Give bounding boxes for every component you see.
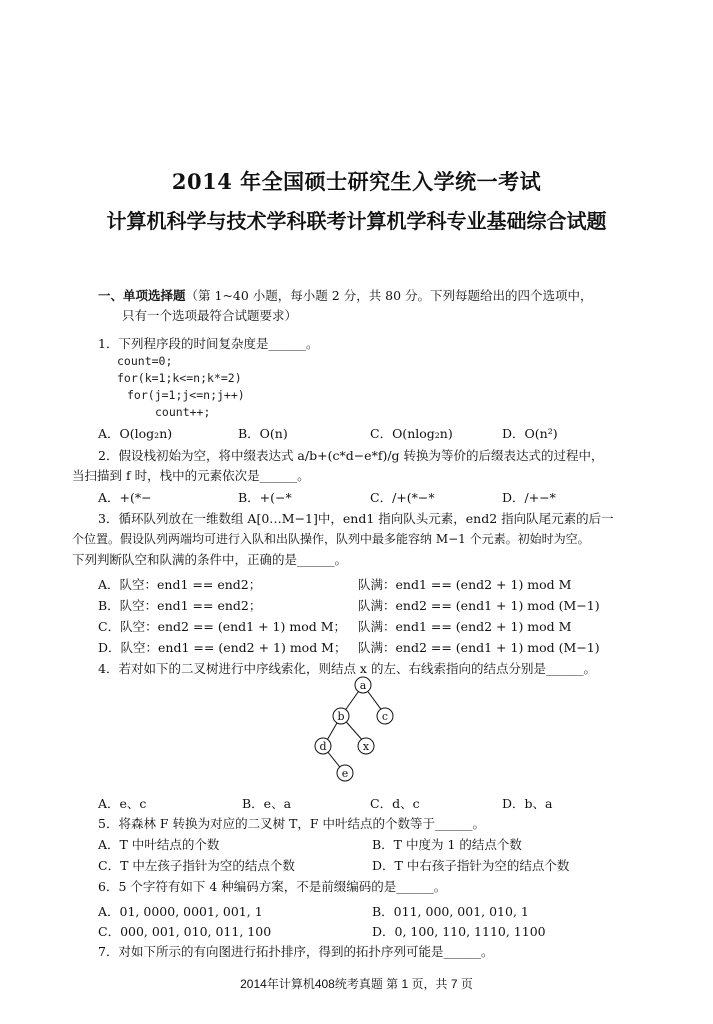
tree-node-label: c xyxy=(381,710,389,723)
q6-option-b: B．011, 000, 001, 010, 1 xyxy=(372,904,529,919)
q2-stem-line2: 当扫描到 f 时，栈中的元素依次是______。 xyxy=(72,468,310,483)
q5-option-a: A．T 中叶结点的个数 xyxy=(98,837,220,852)
binary-tree-diagram xyxy=(300,672,410,784)
q3-option-d-empty: D．队空：end1 == (end2 + 1) mod M； xyxy=(98,640,347,655)
q1-stem: 1．下列程序段的时间复杂度是______。 xyxy=(98,336,319,351)
q1-code-line: count++; xyxy=(155,405,211,419)
q3-option-b-full: 队满：end2 == (end1 + 1) mod (M−1) xyxy=(358,598,600,613)
q4-option-b: B．e、a xyxy=(242,796,292,811)
q1-option-b: B．O(n) xyxy=(238,426,288,441)
section-heading xyxy=(98,286,593,304)
q2-option-c: C．/+(*−* xyxy=(370,490,435,505)
q1-code-line: for(j=1;j<=n;j++) xyxy=(127,388,245,402)
q3-stem-line1: 3．循环队列放在一维数组 A[0…M−1]中，end1 指向队头元素，end2 指向队尾元素的后一 xyxy=(98,511,614,526)
q1-option-a: A．O(log₂n) xyxy=(98,426,173,441)
q1-code-line: for(k=1;k<=n;k*=2) xyxy=(117,371,242,385)
q6-option-a: A．01, 0000, 0001, 001, 1 xyxy=(98,904,263,919)
q6-option-d: D．0, 100, 110, 1110, 1100 xyxy=(372,924,546,939)
q2-option-a: A．+(*− xyxy=(98,490,152,505)
q5-stem: 5．将森林 F 转换为对应的二叉树 T，F 中叶结点的个数等于______。 xyxy=(98,816,486,831)
tree-node-label: x xyxy=(362,740,370,753)
tree-node-label: e xyxy=(341,767,349,780)
q7-stem: 7．对如下所示的有向图进行拓扑排序，得到的拓扑序列可能是______。 xyxy=(98,944,494,959)
q4-option-d: D．b、a xyxy=(502,796,553,811)
q4-option-a: A．e、c xyxy=(98,796,147,811)
q3-stem-line2: 个位置。假设队列两端均可进行入队和出队操作，队列中最多能容纳 M−1 个元素。初始时为空。 xyxy=(72,532,590,546)
exam-title-line2: 计算机科学与技术学科联考计算机学科专业基础综合试题 xyxy=(106,209,607,233)
section-desc-line2: 只有一个选项最符合试题要求） xyxy=(122,308,298,323)
q5-option-b: B．T 中度为 1 的结点个数 xyxy=(372,837,522,852)
q3-option-c-empty: C．队空：end2 == (end1 + 1) mod M； xyxy=(98,619,347,634)
q4-option-c: C．d、c xyxy=(370,796,420,811)
section-desc-line1: （第 1~40 小题，每小题 2 分，共 80 分。下列每题给出的四个选项中， xyxy=(185,288,593,303)
page-footer: 2014年计算机408统考真题 第 1 页，共 7 页 xyxy=(240,977,473,991)
q3-option-a-empty: A．队空：end1 == end2； xyxy=(98,577,262,592)
q3-option-b-empty: B．队空：end1 == end2； xyxy=(98,598,262,613)
q6-stem: 6．5 个字符有如下 4 种编码方案，不是前缀编码的是______。 xyxy=(98,879,447,894)
q4-stem: 4．若对如下的二叉树进行中序线索化，则结点 x 的左、右线索指向的结点分别是______。 xyxy=(98,661,596,676)
tree-node-label: d xyxy=(319,740,327,753)
q3-option-d-full: 队满：end2 == (end1 + 1) mod (M−1) xyxy=(358,640,600,655)
section-heading-label: 一、单项选择题 xyxy=(98,288,186,303)
q3-option-a-full: 队满：end1 == (end2 + 1) mod M xyxy=(358,577,572,592)
q5-option-c: C．T 中左孩子指针为空的结点个数 xyxy=(98,858,295,873)
exam-title-line1: 2014 年全国硕士研究生入学统一考试 xyxy=(171,169,542,194)
q2-option-b: B．+(−* xyxy=(238,490,292,505)
q5-option-d: D．T 中右孩子指针为空的结点个数 xyxy=(372,858,570,873)
q1-option-d: D．O(n²) xyxy=(502,426,558,441)
tree-node-label: a xyxy=(359,679,367,692)
q2-option-d: D．/+−* xyxy=(502,490,556,505)
q6-option-c: C．000, 001, 010, 011, 100 xyxy=(98,924,272,939)
q3-option-c-full: 队满：end1 == (end2 + 1) mod M xyxy=(358,619,572,634)
q3-stem-line3: 下列判断队空和队满的条件中，正确的是______。 xyxy=(72,552,348,567)
q1-code-line: count=0; xyxy=(117,354,173,368)
q1-option-c: C．O(nlog₂n) xyxy=(370,426,453,441)
q2-stem-line1: 2．假设栈初始为空，将中缀表达式 a/b+(c*d−e*f)/g 转换为等价的后缀表达式的过程中， xyxy=(98,448,604,463)
tree-node-label: b xyxy=(337,710,345,723)
